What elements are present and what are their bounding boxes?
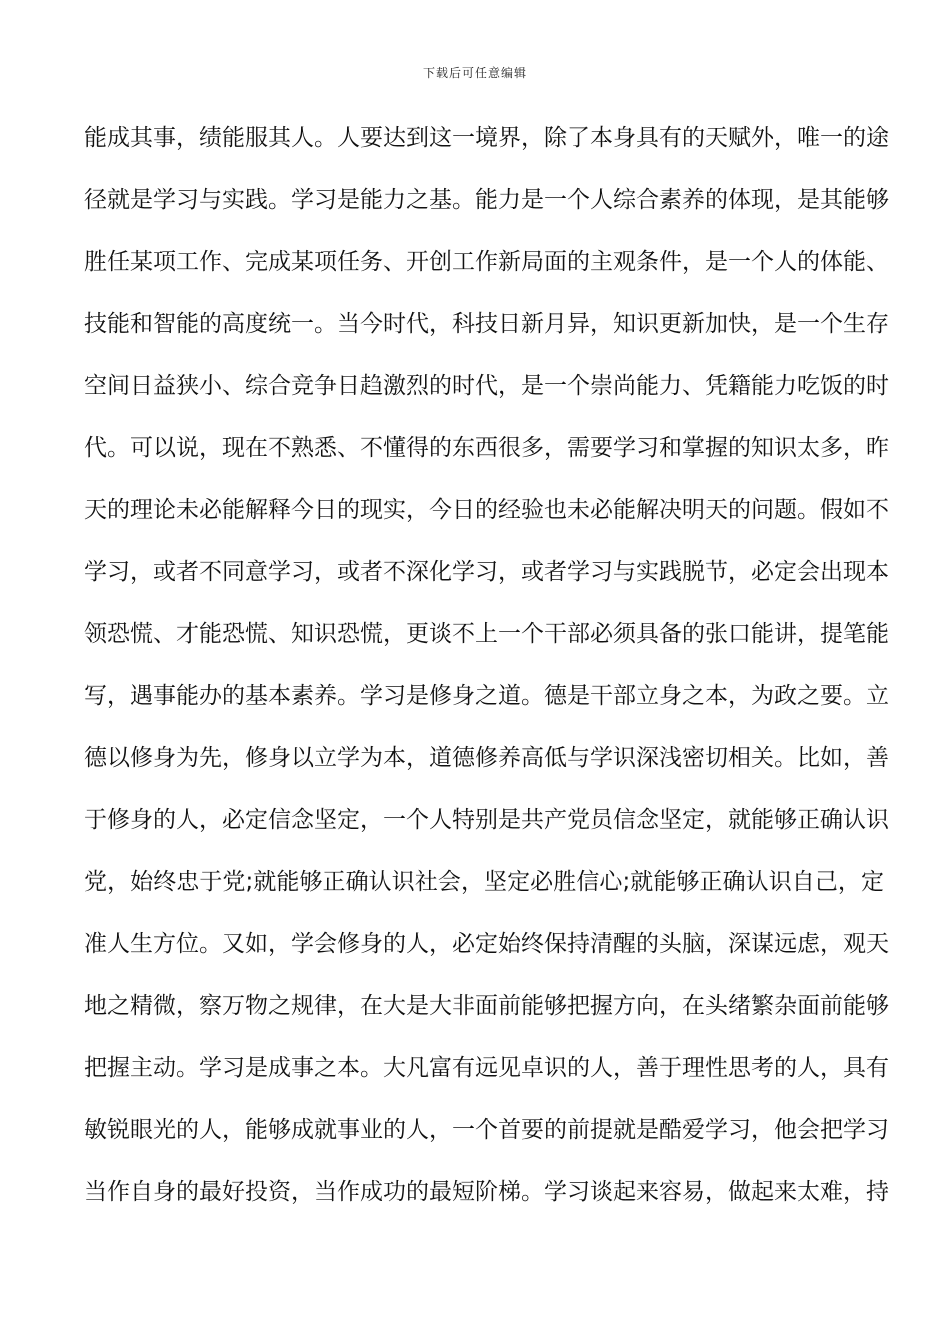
- text-line: 技能和智能的高度统一。当今时代，科技日新月异，知识更新加快，是一个生存: [84, 311, 889, 337]
- text-line: 把握主动。学习是成事之本。大凡富有远见卓识的人，善于理性思考的人，具有: [84, 1055, 889, 1081]
- text-line: 敏锐眼光的人，能够成就事业的人，一个首要的前提就是酷爱学习，他会把学习: [84, 1117, 889, 1143]
- body-text: [84, 118, 889, 1234]
- text-line: 党，始终忠于党;就能够正确认识社会，坚定必胜信心;就能够正确认识自己，定: [84, 869, 884, 895]
- header-note: 下载后可任意编辑: [422, 66, 527, 80]
- text-line: 天的理论未必能解释今日的现实，今日的经验也未必能解决明天的问题。假如不: [84, 497, 889, 523]
- text-line: 胜任某项工作、完成某项任务、开创工作新局面的主观条件，是一个人的体能、: [84, 249, 889, 275]
- text-line: 德以修身为先，修身以立学为本，道德修养高低与学识深浅密切相关。比如，善: [84, 745, 889, 771]
- text-line: 径就是学习与实践。学习是能力之基。能力是一个人综合素养的体现，是其能够: [84, 187, 889, 213]
- text-line: 写，遇事能办的基本素养。学习是修身之道。德是干部立身之本，为政之要。立: [84, 683, 889, 709]
- text-line: 准人生方位。又如，学会修身的人，必定始终保持清醒的头脑，深谋远虑，观天: [84, 931, 889, 957]
- text-line: 领恐慌、才能恐慌、知识恐慌，更谈不上一个干部必须具备的张口能讲，提笔能: [84, 621, 889, 647]
- text-line: 于修身的人，必定信念坚定，一个人特别是共产党员信念坚定，就能够正确认识: [84, 807, 889, 833]
- text-line: 空间日益狭小、综合竞争日趋激烈的时代，是一个崇尚能力、凭籍能力吃饭的时: [84, 373, 889, 399]
- text-line: 能成其事，绩能服其人。人要达到这一境界，除了本身具有的天赋外，唯一的途: [84, 125, 889, 151]
- text-line: 代。可以说，现在不熟悉、不懂得的东西很多，需要学习和掌握的知识太多，昨: [84, 435, 889, 461]
- text-line: 学习，或者不同意学习，或者不深化学习，或者学习与实践脱节，必定会出现本: [84, 559, 889, 585]
- text-line: 地之精微，察万物之规律，在大是大非面前能够把握方向，在头绪繁杂面前能够: [84, 993, 889, 1019]
- text-line: 当作自身的最好投资，当作成功的最短阶梯。学习谈起来容易，做起来太难，持: [84, 1179, 889, 1205]
